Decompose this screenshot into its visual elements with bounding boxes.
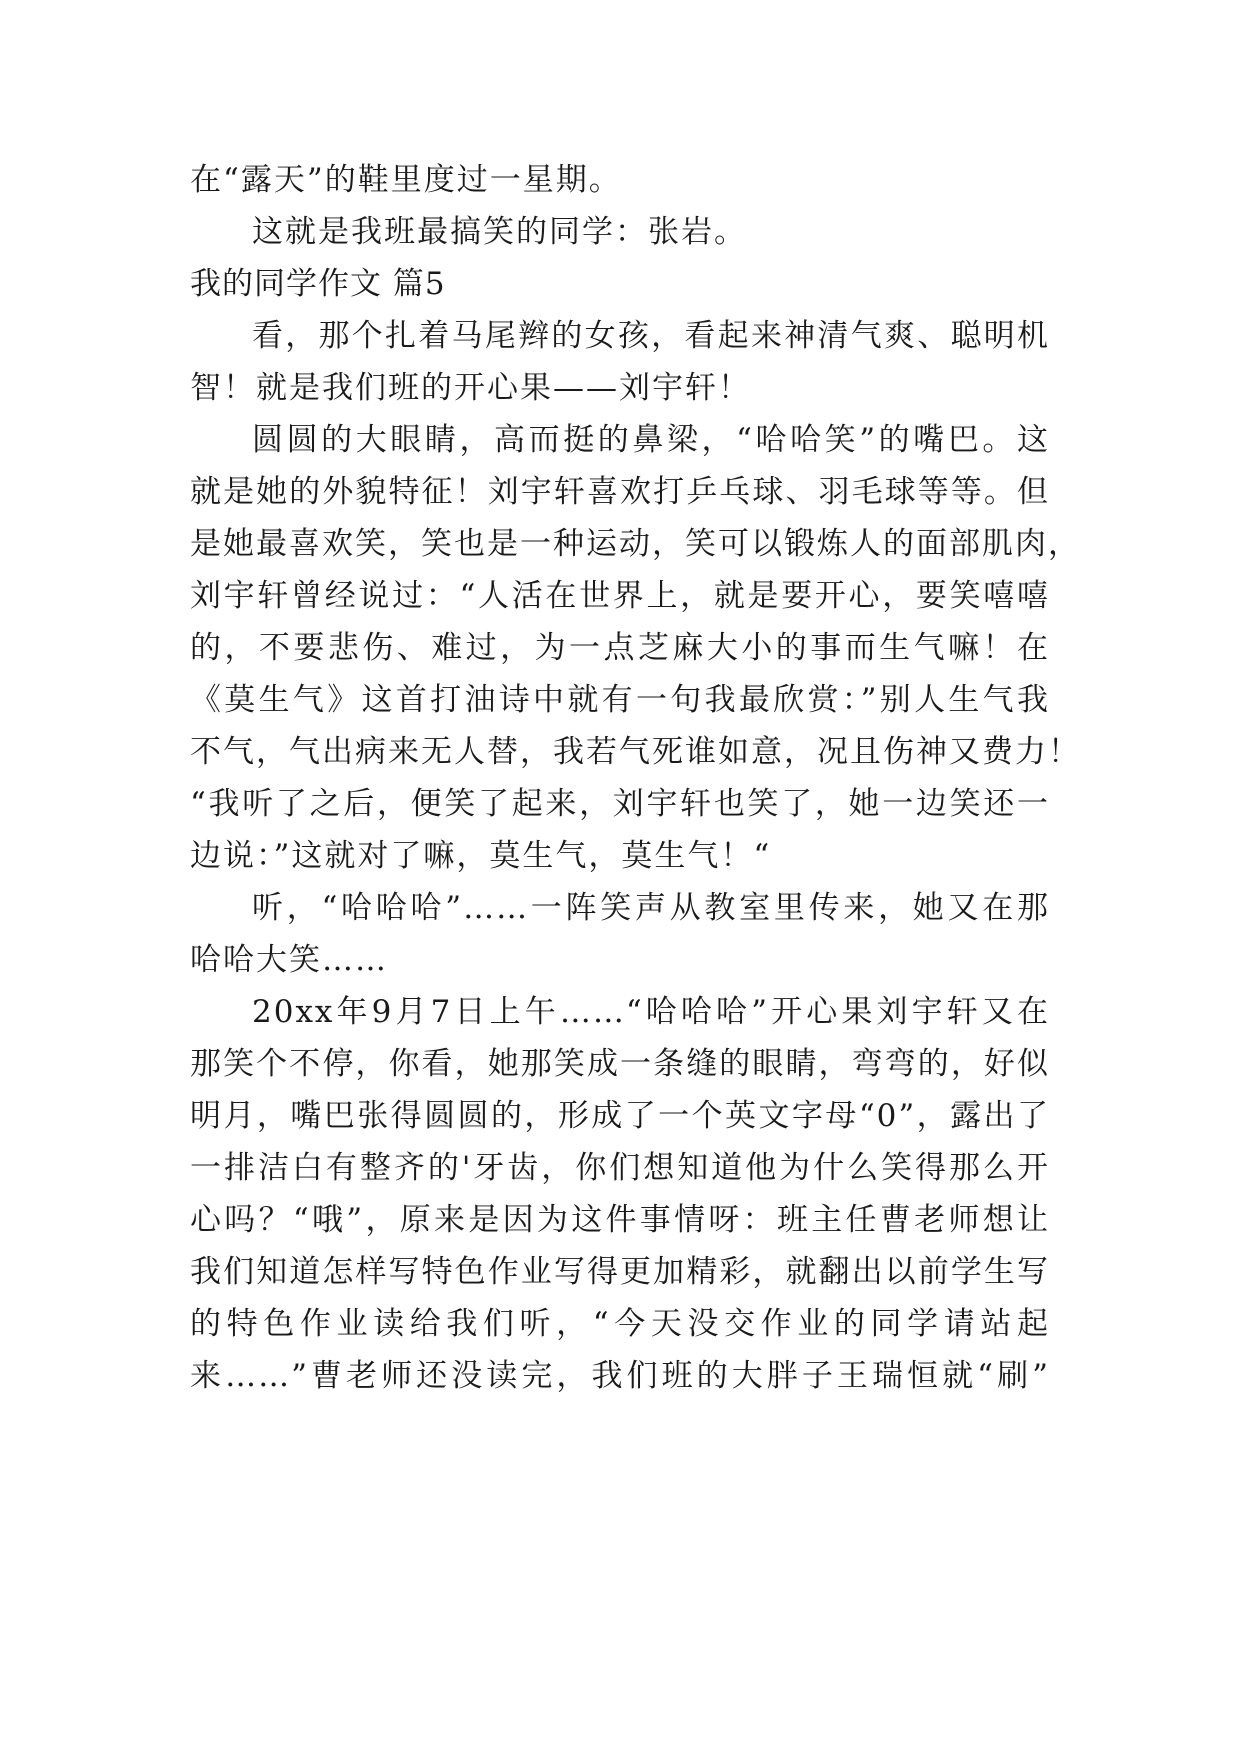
text-line: 我们知道怎样写特色作业写得更加精彩，就翻出以前学生写 xyxy=(190,1254,1050,1290)
text-line: 边说：”这就对了嘛，莫生气，莫生气！“ xyxy=(190,838,772,874)
text-line: 一排洁白有整齐的'牙齿，你们想知道他为什么笑得那么开 xyxy=(190,1150,1050,1186)
text-line: 来……”曹老师还没读完，我们班的大胖子王瑞恒就“刷” xyxy=(190,1358,1050,1394)
text-line: 在“露天”的鞋里度过一星期。 xyxy=(190,162,622,198)
text-line: 《莫生气》这首打油诗中就有一句我最欣赏：”别人生气我 xyxy=(190,682,1050,718)
text-line: 哈哈大笑…… xyxy=(190,942,388,978)
text-line: 是她最喜欢笑，笑也是一种运动，笑可以锻炼人的面部肌肉， xyxy=(190,526,1081,562)
section-heading: 我的同学作文 篇5 xyxy=(190,266,446,302)
text-line: 的特色作业读给我们听，“今天没交作业的同学请站起 xyxy=(190,1306,1050,1342)
text-line: 看，那个扎着马尾辫的女孩，看起来神清气爽、聪明机 xyxy=(252,318,1050,354)
text-line: 这就是我班最搞笑的同学：张岩。 xyxy=(252,214,747,250)
text-line: 听，“哈哈哈”……一阵笑声从教室里传来，她又在那 xyxy=(252,890,1050,926)
text-line: 20xx年9月7日上午……“哈哈哈”开心果刘宇轩又在 xyxy=(252,994,1050,1030)
text-line: 明月，嘴巴张得圆圆的，形成了一个英文字母“0”，露出了 xyxy=(190,1098,1050,1134)
text-line: 心吗？“哦”，原来是因为这件事情呀：班主任曹老师想让 xyxy=(190,1202,1050,1238)
text-line: 圆圆的大眼睛，高而挺的鼻梁，“哈哈笑”的嘴巴。这 xyxy=(252,422,1050,458)
text-line: 智！就是我们班的开心果——刘宇轩！ xyxy=(190,370,751,406)
text-line: 不气，气出病来无人替，我若气死谁如意，况且伤神又费力！ xyxy=(190,734,1081,770)
text-line: 那笑个不停，你看，她那笑成一条缝的眼睛，弯弯的，好似 xyxy=(190,1046,1050,1082)
text-line: 的，不要悲伤、难过，为一点芝麻大小的事而生气嘛！在 xyxy=(190,630,1050,666)
text-line: 就是她的外貌特征！刘宇轩喜欢打乒乓球、羽毛球等等。但 xyxy=(190,474,1050,510)
text-line: 刘宇轩曾经说过：“人活在世界上，就是要开心，要笑嘻嘻 xyxy=(190,578,1050,614)
text-line: “我听了之后，便笑了起来，刘宇轩也笑了，她一边笑还一 xyxy=(190,786,1050,822)
